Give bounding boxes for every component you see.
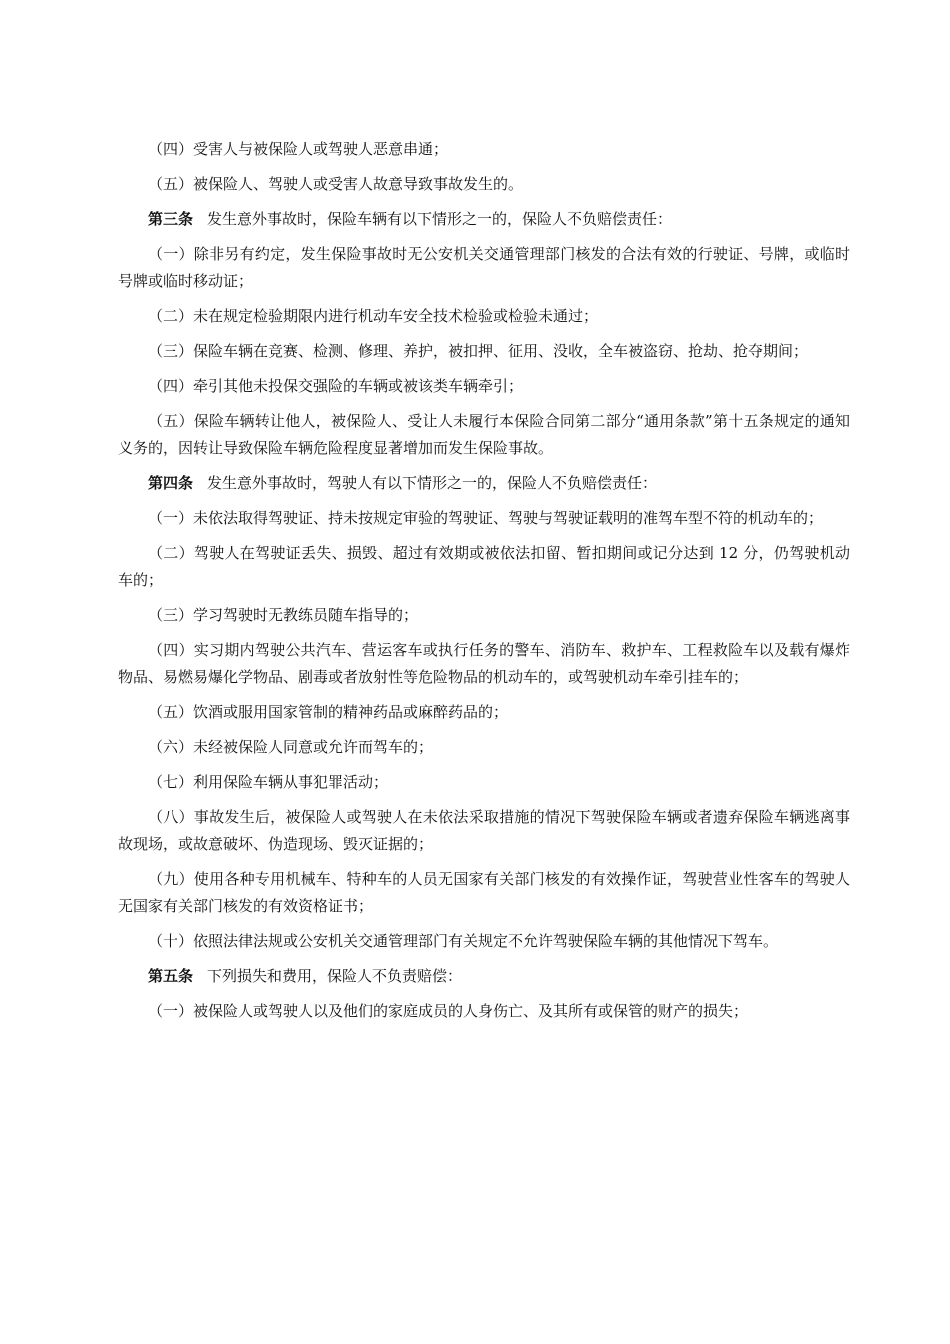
paragraph — [118, 505, 850, 532]
paragraph — [118, 338, 850, 365]
paragraph — [118, 866, 850, 920]
paragraph — [118, 540, 850, 594]
paragraph-text: （十）依照法律法规或公安机关交通管理部门有关规定不允许驾驶保险车辆的其他情况下驾车。 — [148, 932, 779, 950]
paragraph — [118, 373, 850, 400]
article-heading: 第四条 — [148, 474, 194, 492]
article-heading: 第三条 — [148, 210, 194, 228]
paragraph-text: （七）利用保险车辆从事犯罪活动； — [148, 773, 389, 791]
article-paragraph — [118, 206, 850, 233]
paragraph-text: （一）未依法取得驾驶证、持未按规定审验的驾驶证、驾驶与驾驶证载明的准驾车型不符的机动车的； — [148, 509, 824, 527]
paragraph — [118, 637, 850, 691]
paragraph — [118, 241, 850, 295]
paragraph — [118, 998, 850, 1025]
paragraph-text: （四）牵引其他未投保交强险的车辆或被该类车辆牵引； — [148, 377, 524, 395]
paragraph-text: 发生意外事故时，驾驶人有以下情形之一的，保险人不负赔偿责任： — [207, 474, 658, 492]
paragraph-text: （五）保险车辆转让他人，被保险人、受让人未履行本保险合同第二部分“通用条款”第十五条规定的通知义务的，因转让导致保险车辆危险程度显著增加而发生保险事故。 — [118, 412, 850, 457]
paragraph-text: （一）除非另有约定，发生保险事故时无公安机关交通管理部门核发的合法有效的行驶证、号牌，或临时号牌或临时移动证； — [118, 245, 850, 290]
paragraph-text: （四）受害人与被保险人或驾驶人恶意串通； — [148, 140, 449, 158]
paragraph-text: （九）使用各种专用机械车、特种车的人员无国家有关部门核发的有效操作证，驾驶营业性客车的驾驶人无国家有关部门核发的有效资格证书； — [118, 870, 850, 915]
article-paragraph — [118, 470, 850, 497]
document-body — [118, 136, 850, 1033]
paragraph-text: （四）实习期内驾驶公共汽车、营运客车或执行任务的警车、消防车、救护车、工程救险车以及载有爆炸物品、易燃易爆化学物品、剧毒或者放射性等危险物品的机动车的，或驾驶机动车牵引挂车的； — [118, 641, 850, 686]
paragraph — [118, 804, 850, 858]
paragraph — [118, 408, 850, 462]
paragraph-text: （三）学习驾驶时无教练员随车指导的； — [148, 606, 419, 624]
paragraph-text: （五）被保险人、驾驶人或受害人故意导致事故发生的。 — [148, 175, 524, 193]
paragraph — [118, 699, 850, 726]
paragraph-text: （二）未在规定检验期限内进行机动车安全技术检验或检验未通过； — [148, 307, 599, 325]
article-paragraph — [118, 963, 850, 990]
paragraph — [118, 734, 850, 761]
paragraph-text: （六）未经被保险人同意或允许而驾车的； — [148, 738, 434, 756]
paragraph-text: 下列损失和费用，保险人不负责赔偿： — [207, 967, 463, 985]
paragraph — [118, 928, 850, 955]
paragraph-text: （一）被保险人或驾驶人以及他们的家庭成员的人身伤亡、及其所有或保管的财产的损失； — [148, 1002, 749, 1020]
article-heading: 第五条 — [148, 967, 194, 985]
paragraph — [118, 769, 850, 796]
paragraph-text: （二）驾驶人在驾驶证丢失、损毁、超过有效期或被依法扣留、暂扣期间或记分达到 12 分，仍驾驶机动车的； — [118, 544, 850, 589]
paragraph — [118, 136, 850, 163]
paragraph-text: （五）饮酒或服用国家管制的精神药品或麻醉药品的； — [148, 703, 509, 721]
paragraph-text: 发生意外事故时，保险车辆有以下情形之一的，保险人不负赔偿责任： — [207, 210, 673, 228]
paragraph — [118, 602, 850, 629]
paragraph — [118, 171, 850, 198]
paragraph-text: （三）保险车辆在竞赛、检测、修理、养护，被扣押、征用、没收，全车被盗窃、抢劫、抢夺期间； — [148, 342, 809, 360]
paragraph — [118, 303, 850, 330]
paragraph-text: （八）事故发生后，被保险人或驾驶人在未依法采取措施的情况下驾驶保险车辆或者遗弃保险车辆逃离事故现场，或故意破坏、伪造现场、毁灭证据的； — [118, 808, 850, 853]
